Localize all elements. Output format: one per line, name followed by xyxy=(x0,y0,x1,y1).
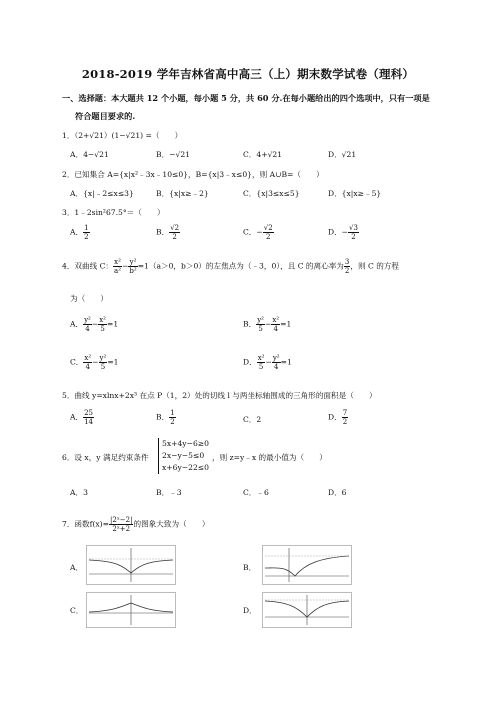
q4-option-b: B． $\frac{\text{y²}}{5}$ − $\frac{\text{x²}}{4}$ =1 xyxy=(243,316,292,333)
q3-option-d xyxy=(328,224,359,241)
q5-option-d: D． $\frac{7}{2}$ xyxy=(328,409,348,426)
question-2: 2．已知集合 A={x|x²﹣3x﹣10≤0}，B={x|3﹣x≤0}，则 A∪B=（ ） xyxy=(62,170,324,179)
question-7: 7．函数f(x)= $\frac{\text{|2ˣ−2|}}{\text{2ˣ+2}}$ 的图象大致为（ ） xyxy=(62,516,210,533)
question-6-cont: ，则 z=y﹣x 的最小值为（ ） xyxy=(212,453,327,462)
q5-option-b: B． $\frac{1}{2}$ xyxy=(156,409,175,426)
fraction: $\frac{√2}{2}$ xyxy=(263,224,273,241)
q2-option-c: C．{x|3≤x≤5} xyxy=(243,189,300,198)
fraction: $\frac{3}{2}$ xyxy=(344,258,350,275)
option-label: A． xyxy=(70,227,84,237)
graph-d xyxy=(262,592,352,628)
q5-option-a: A． $\frac{25}{14}$ xyxy=(70,409,93,426)
option-label: C．− xyxy=(243,227,263,237)
q6-option-a: A．3 xyxy=(70,488,88,497)
q7-option-a: A． xyxy=(70,563,84,572)
question-4: 4．双曲线 C： $\frac{\text{x²}}{\text{a²}}$ − $\frac{\text{y²}}{\text{b²}}$ =1（a＞0，b＞0）的左焦点为（﹣3，0），且 C 的离心率为 $\frac{3}{2}$ ，则 C 的方程 xyxy=(62,258,399,275)
fraction: $\frac{1}{2}$ xyxy=(84,224,89,241)
q7-option-d: D． xyxy=(243,606,257,615)
q1-option-b: B．−√21 xyxy=(156,150,191,159)
q6-option-c: C．﹣6 xyxy=(243,488,269,497)
fraction: $\frac{\text{|2ˣ−2|}}{\text{2ˣ+2}}$ xyxy=(110,516,133,533)
option-label: B． xyxy=(156,227,170,237)
question-6: 6．设 x，y 满足约束条件 xyxy=(62,453,149,462)
fraction: $\frac{√3}{2}$ xyxy=(349,224,358,241)
fraction: $\frac{√2}{2}$ xyxy=(170,224,180,241)
q4-option-c: C． $\frac{\text{x²}}{4}$ − $\frac{\text{y²}}{5}$ =1 xyxy=(70,354,119,371)
q5-option-c: C．2 xyxy=(243,415,262,424)
section-heading: 一、选择题：本大题共 12 个小题，每小题 5 分，共 60 分.在每小题给出的四个选项中，只有一项是 xyxy=(62,93,430,103)
q1-option-d: D．√21 xyxy=(328,150,357,159)
q3-option-a xyxy=(70,224,90,241)
constraint-2: 2x−y−5≤0 xyxy=(162,451,205,460)
q2-option-b: B．{x|x≥﹣2} xyxy=(156,189,209,198)
page-title: 2018-2019 学年吉林省高中高三（上）期末数学试卷（理科） xyxy=(81,67,415,81)
q2-option-a: A．{x|﹣2≤x≤3} xyxy=(70,189,134,198)
fraction: $\frac{\text{y²}}{\text{b²}}$ xyxy=(129,258,137,275)
q4-option-a: A． $\frac{\text{y²}}{4}$ − $\frac{\text{x²}}{5}$ =1 xyxy=(70,316,119,333)
q7-option-b: B． xyxy=(243,563,257,572)
graph-a xyxy=(86,545,176,585)
constraint-3: x+6y−22≤0 xyxy=(162,463,209,472)
q1-option-a: A．4−√21 xyxy=(70,150,109,159)
graph-b xyxy=(262,545,352,585)
question-5: 5．曲线 y=xlnx+2x³ 在点 P（1，2）处的切线 l 与两坐标轴围成的三角形的面积是（ ） xyxy=(62,391,377,400)
q4-option-d: D． $\frac{\text{x²}}{5}$ − $\frac{\text{y²}}{4}$ =1 xyxy=(243,354,292,371)
q7-option-c: C． xyxy=(70,606,84,615)
q2-option-d: D．{x|x≥﹣5} xyxy=(328,189,382,198)
q1-option-c: C．4+√21 xyxy=(243,150,283,159)
section-heading-cont: 符合题目要求的. xyxy=(75,111,136,121)
option-label: D．− xyxy=(328,227,349,237)
q6-option-d: D．6 xyxy=(328,488,347,497)
constraint-1: 5x+4y−6≥0 xyxy=(162,439,209,448)
q3-option-b xyxy=(156,224,180,241)
question-3: 3．1﹣2sin²67.5°＝（ ） xyxy=(62,208,165,217)
question-1: 1．（2+√21）(1−√21) =（ ） xyxy=(62,131,183,140)
fraction: $\frac{\text{x²}}{\text{a²}}$ xyxy=(114,258,122,275)
constraint-system xyxy=(158,438,209,474)
question-4-cont: 为（ ） xyxy=(70,294,108,303)
q3-option-c xyxy=(243,224,274,241)
graph-c xyxy=(86,592,176,628)
q6-option-b: B．﹣3 xyxy=(156,488,182,497)
